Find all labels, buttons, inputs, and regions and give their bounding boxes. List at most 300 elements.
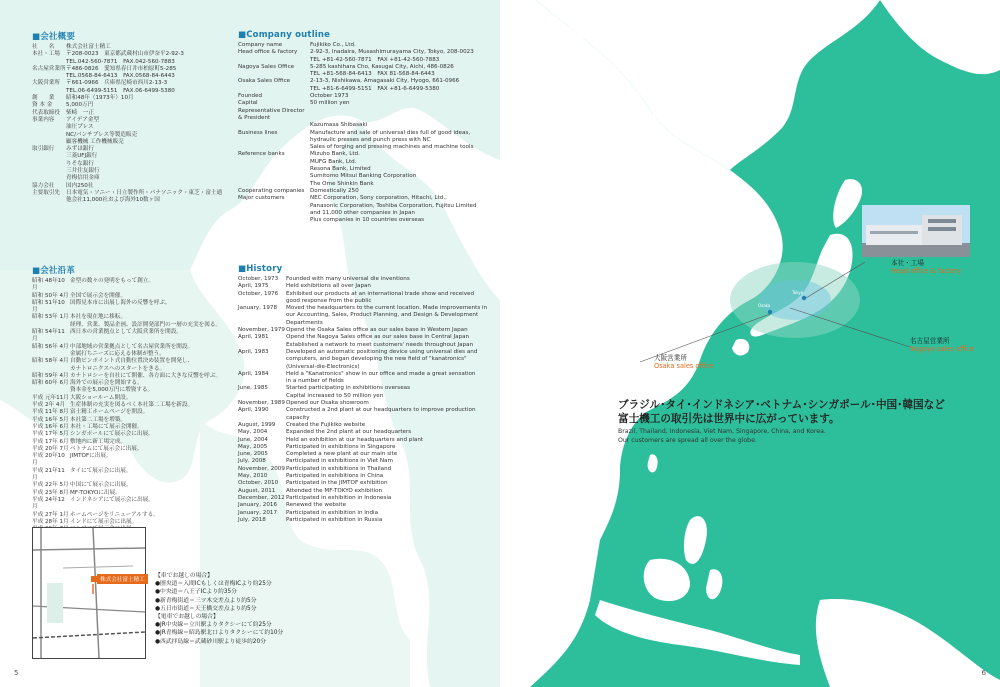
history-en-row-label: December, 2012 xyxy=(238,494,285,501)
outline-en-row-label xyxy=(238,71,310,78)
history-jp-row xyxy=(32,497,232,512)
history-en-row xyxy=(238,437,493,444)
outline-en-row xyxy=(238,217,488,224)
outline-en-row xyxy=(238,144,488,151)
history-en-row-label: October, 1976 xyxy=(238,290,279,297)
history-jp-row-value: MF-TOKYOに出展。 xyxy=(70,489,121,496)
history-en-row-label: August, 1999 xyxy=(238,421,276,428)
history-en-row-label: April, 1981 xyxy=(238,334,269,341)
history-jp-row-value: カナトロシーを自社にて開催、各方面に大きな反響を呼ぶ。 xyxy=(70,372,222,379)
outline-jp-row-label: 本社・工場 xyxy=(32,51,60,58)
outline-jp-row xyxy=(32,197,212,204)
outline-jp-row-label xyxy=(32,153,66,160)
history-en-row-label: November, 1979 xyxy=(238,327,285,334)
outline-jp-row-label: 協力会社 xyxy=(32,182,55,189)
history-jp-row-label: 平成 20年10月 xyxy=(32,453,65,467)
outline-jp-row xyxy=(32,95,212,102)
outline-jp-row xyxy=(32,66,212,73)
history-en-row-label: July, 2018 xyxy=(238,516,266,523)
company-outline-en xyxy=(238,30,488,224)
history-en-row-label: May, 2004 xyxy=(238,429,268,436)
outline-en-row xyxy=(238,210,488,217)
history-en-row-label: January, 2016 xyxy=(238,502,277,509)
history-en-row xyxy=(238,291,493,298)
history-jp-row xyxy=(32,395,232,402)
history-jp-row xyxy=(32,293,232,300)
outline-jp-row-value: 青梅信用金庫 xyxy=(66,175,100,182)
history-en-row-label: April, 1975 xyxy=(238,283,269,290)
history-en-row xyxy=(238,473,493,480)
history-jp-row-label: 昭和 54年11月 xyxy=(32,329,65,343)
company-outline-en-rows xyxy=(238,42,488,224)
history-en-row-value: computers, and began developing the new field of "kanatronics" xyxy=(286,356,467,363)
nagoya-label-jp: 名古屋営業所 xyxy=(910,337,950,345)
access-line: 【車でお越しの場合】 xyxy=(155,573,213,579)
history-en-row xyxy=(238,393,493,400)
outline-jp-row-value: TEL.06-6499-5151 FAX.06-6499-5380 xyxy=(66,87,175,94)
access-line: ●JR中央線＝立川駅よりタクシーにて約25分 xyxy=(155,622,272,629)
outline-jp-row-value: 昭和48年（1973年）10月 xyxy=(66,95,134,102)
access-directions xyxy=(155,572,283,646)
access-map-drawing xyxy=(33,528,145,658)
history-en-row-label xyxy=(238,364,286,371)
outline-en-row xyxy=(238,166,488,173)
map-osaka-marker-label: Osaka xyxy=(758,303,771,308)
history-jp-row-value: 中部地域の営業拠点として名古屋営業所を開設。 xyxy=(70,343,194,350)
head-office-label xyxy=(891,259,961,275)
history-en-row xyxy=(238,502,493,509)
outline-jp-row xyxy=(32,110,212,117)
outline-en-row xyxy=(238,181,488,188)
outline-jp-row-label: 社 名 xyxy=(32,44,55,50)
history-en-row-value: Founded with many universal die inventions xyxy=(286,276,410,282)
history-en-row-value: Completed a new plant at our main site xyxy=(286,451,398,458)
history-jp-row-value: インドネシアにて展示会に出展。 xyxy=(70,496,154,503)
history-en-row-label xyxy=(238,342,286,349)
outline-en-row-value: October 1973 xyxy=(310,93,349,100)
history-jp-row-value: 金型の数々の発明をもって創立。 xyxy=(70,278,154,284)
history-en-row xyxy=(238,466,493,473)
outline-en-row xyxy=(238,203,488,210)
outline-jp-row-value: 〒486-0826 愛知県春日井市柏原町5-285 xyxy=(66,65,177,72)
history-en-row-label: June, 1985 xyxy=(238,385,268,392)
outline-en-row-value: Fujikiko Co., Ltd. xyxy=(310,42,356,48)
right-subtitle-line-2: in the metal processing industry. xyxy=(522,128,731,141)
history-en-row-value: Attended the MF-TOKYO exhibition xyxy=(286,487,383,494)
outline-en-row-value: 2-92-3, Inadaira, Musashimurayama City, Tokyo, 208-0023 xyxy=(310,49,474,56)
history-jp-row-label: 平成 17年 5月 xyxy=(32,431,69,438)
outline-jp-row xyxy=(32,51,212,58)
history-jp-row-value: タイにて展示会に出展。 xyxy=(70,467,132,474)
history-jp-row-label: 昭和 58年 4月 xyxy=(32,358,69,365)
outline-en-row-value: TEL +81-6-6499-5151 FAX +81-6-6499-5380 xyxy=(310,85,440,92)
outline-en-row-value: Resona Bank, Limited xyxy=(310,166,371,173)
history-en-row-label: October, 2010 xyxy=(238,480,279,487)
company-outline-jp xyxy=(32,30,223,205)
history-jp-row-label: 平成 2年 4月 xyxy=(32,402,66,409)
history-en-row xyxy=(238,480,493,487)
outline-en-row xyxy=(238,137,488,144)
outline-jp-row-label xyxy=(32,197,66,204)
company-outline-jp-title: ■会社概要 xyxy=(32,32,76,42)
history-en-row xyxy=(238,429,493,436)
history-en-row-value: Held a "Kanatronics" show in our office and made a great sensation xyxy=(286,370,476,377)
head-office-photo xyxy=(862,205,970,257)
history-en-row xyxy=(238,305,493,312)
access-map xyxy=(32,527,146,659)
history-jp-row xyxy=(32,490,232,497)
history-jp-row-label: 昭和 48年10月 xyxy=(32,278,65,292)
outline-en-row-label xyxy=(238,203,310,210)
history-jp-row-value: 本社・工場にて展示会開催。 xyxy=(70,423,143,430)
history-en-row-value: Opend the Nagoya Sales office as our sales base in Central Japan xyxy=(286,334,470,341)
history-en-row xyxy=(238,407,493,414)
nagoya-label xyxy=(910,337,974,353)
history-jp-row xyxy=(32,300,232,315)
history-en-row xyxy=(238,283,493,290)
history-en-row xyxy=(238,356,493,363)
history-en-row-value: Participated in exhibitions in Viet Nam xyxy=(286,458,393,465)
outline-en-row-value: Panasonic Corporation, Toshiba Corporation, Fujitsu Limited xyxy=(310,202,477,209)
history-en-row xyxy=(238,400,493,407)
outline-jp-row-value: 5,000万円 xyxy=(66,102,94,109)
outline-jp-row xyxy=(32,80,212,87)
outline-jp-row xyxy=(32,153,212,160)
history-en-row-label: August, 2011 xyxy=(238,487,276,494)
page-number-left: 5 xyxy=(14,669,19,677)
outline-jp-row-value: 日本電気・ソニー・日立製作所・パナソニック・東芝・富士通 xyxy=(66,189,223,196)
outline-en-row xyxy=(238,159,488,166)
history-jp-row-label: 昭和 51年10月 xyxy=(32,299,65,314)
head-office-label-en: Head office & factory xyxy=(891,267,961,275)
history-en-row-value: Participated in the JIMTOF exhibition xyxy=(286,480,388,487)
history-jp-row-value: 生産体制の充実を図るべく本社第二工場を新設。 xyxy=(70,402,194,409)
history-en-row-label xyxy=(238,320,286,327)
outline-jp-row xyxy=(32,59,212,66)
history-en-row-label: October, 1973 xyxy=(238,276,279,282)
countries-jp-line-2: 富士機工の取引先は世界中に広がっています。 xyxy=(618,413,840,425)
outline-jp-row xyxy=(32,88,212,95)
history-jp-row-label: 昭和 56年 4月 xyxy=(32,343,69,350)
outline-en-row xyxy=(238,188,488,195)
history-jp-row-value: 海外での展示会を開始する。 xyxy=(70,380,143,387)
history-jp-row-label: 平成 17年 6月 xyxy=(32,438,69,445)
access-map-label: 株式会社富士精工 xyxy=(97,574,148,584)
history-jp-title: ■会社沿革 xyxy=(32,266,76,276)
access-line: ●五日市街道＝天王橋交差点より約5分 xyxy=(155,605,257,612)
outline-en-row-value: 2-13-3, Nishikawa, Amagasaki City, Hyogo, 661-0966 xyxy=(310,78,460,85)
outline-jp-row-value: 油圧プレス xyxy=(66,124,94,131)
history-jp-row-value: 富士精工ホームページを開設。 xyxy=(70,409,149,416)
outline-en-row-label: Cooperating companies xyxy=(238,187,305,194)
history-jp-rows xyxy=(32,278,232,533)
history-jp-row-value: 西日本の営業拠点として大阪営業所を開設。 xyxy=(70,329,182,336)
outline-en-row xyxy=(238,122,488,129)
history-jp-row xyxy=(32,439,232,446)
nagoya-label-en: Nagoya sales office xyxy=(910,345,975,353)
outline-jp-row-value: 〒208-0023 東京都武蔵村山市伊奈平2-92-3 xyxy=(66,51,184,58)
outline-en-row-value: hydraulic presses and punch press with NC xyxy=(310,136,431,143)
history-jp-row xyxy=(32,453,232,468)
outline-jp-row-label xyxy=(32,88,66,95)
history-jp-row-label: 平成 11年 8月 xyxy=(32,409,69,416)
history-jp-row-value: カナトロニクスへのスタートをきる。 xyxy=(70,365,166,372)
history-jp-row xyxy=(32,314,232,321)
head-office-label-jp: 本社・工場 xyxy=(891,259,924,267)
outline-en-row-value xyxy=(310,108,488,123)
history-en-row xyxy=(238,371,493,378)
outline-en-row-label xyxy=(238,217,310,224)
outline-jp-row-value: 三菱UFJ銀行 xyxy=(66,153,98,160)
outline-en-row-label: Nagoya Sales Office xyxy=(238,63,295,70)
right-page xyxy=(500,0,1000,687)
history-en-row-label xyxy=(238,312,286,319)
history-en-row-label: January, 1978 xyxy=(238,305,277,312)
history-jp-row-label xyxy=(32,366,70,373)
history-en-row-label: April, 1983 xyxy=(238,348,269,355)
osaka-label-jp: 大阪営業所 xyxy=(654,354,687,362)
right-title-line-2: お客様との信頼の xyxy=(522,52,690,76)
history-en-row xyxy=(238,364,493,371)
history-en-row-value: Established a network to meet customers' needs throughout Japan xyxy=(286,341,474,348)
outline-en-row-value: and 11,000 other companies in Japan xyxy=(310,209,415,216)
outline-jp-row-label: 代表取締役 xyxy=(32,109,60,116)
access-line: 【電車でお越しの場合】 xyxy=(155,614,219,621)
right-subtitle-line-1: Reliable network with customers xyxy=(522,113,730,126)
history-jp-row-label: 平成 元年11月 xyxy=(32,394,69,401)
history-jp-row-label: 平成 24年12月 xyxy=(32,496,65,511)
access-line: ●圏央道＝入間ICもしくは青梅ICより約25分 xyxy=(155,581,272,588)
history-en-row-label: April, 1984 xyxy=(238,370,269,377)
history-en-row xyxy=(238,451,493,458)
outline-jp-row-value: NC/パンチプレス等製造販売 xyxy=(66,131,138,138)
outline-en-row-label: Company name xyxy=(238,42,283,48)
history-jp-row-label: 平成 20年 7月 xyxy=(32,445,69,452)
history-en-row xyxy=(238,320,493,327)
history-en-row xyxy=(238,488,493,495)
outline-jp-row-value: 他会社11,000社および海外10数ヶ国 xyxy=(66,197,160,204)
history-jp-row-label xyxy=(32,387,70,394)
outline-en-row-label: Osaka Sales Office xyxy=(238,78,291,85)
history-jp-row-value: ホームページをリニューアルする。 xyxy=(70,511,159,518)
outline-jp-row-value: みずほ銀行 xyxy=(66,146,94,153)
history-en-row-label xyxy=(238,393,286,400)
outline-jp-row-label xyxy=(32,175,66,182)
outline-jp-row xyxy=(32,117,212,124)
outline-jp-row-value: 国内250社 xyxy=(66,182,94,189)
customer-countries xyxy=(618,398,988,445)
outline-jp-row-value: 顧客機械 工作機械販売 xyxy=(66,138,124,145)
history-en-row-value: Expanded the 2nd plant at our headquarters xyxy=(286,429,412,436)
outline-jp-row-value: 柴崎 一正 xyxy=(66,109,94,116)
outline-en-row-label: Major customers xyxy=(238,195,285,202)
outline-en-row xyxy=(238,86,488,93)
history-en-row-value: Opend the Osaka Sales office as our sales base in Western Japan xyxy=(286,327,468,334)
history-jp xyxy=(32,264,232,533)
history-jp-row-value: 大阪ショールーム開設。 xyxy=(70,394,132,401)
history-en-row xyxy=(238,349,493,356)
outline-jp-row xyxy=(32,132,212,139)
outline-jp-row-value: りそな銀行 xyxy=(66,160,94,167)
right-title-line-1: 国内外の金属加工業の xyxy=(522,25,732,49)
history-en-row-label xyxy=(238,415,286,422)
history-en-row-value: Created the Fujikiko website xyxy=(286,421,366,428)
history-en-row-value: Started participating in exhibitions overseas xyxy=(286,385,411,392)
outline-en-row-label xyxy=(238,122,310,129)
outline-en-row-value: TEL +81-42-560-7871 FAX +81-42-560-7883 xyxy=(310,56,440,63)
outline-en-row-value: Mizuho Bank, Ltd. xyxy=(310,151,360,158)
history-en-row-label: June, 2005 xyxy=(238,451,268,458)
history-en-row-value: Held an exhibition at our headquarters and plant xyxy=(286,436,424,443)
outline-en-row-label: Reference banks xyxy=(238,151,285,158)
history-en-rows xyxy=(238,276,493,524)
history-en-row xyxy=(238,495,493,502)
outline-en-row-label: Capital xyxy=(238,100,258,107)
history-en-row-label: May, 2005 xyxy=(238,443,268,450)
history-jp-row-value: 中国にて展示会に出展。 xyxy=(70,482,132,489)
history-jp-row xyxy=(32,329,232,344)
history-jp-row xyxy=(32,519,232,526)
history-en-row-value: good response from the public xyxy=(286,297,372,304)
history-en-row-value: Participated in exhibitions in Singapore xyxy=(286,443,396,450)
outline-en-row xyxy=(238,93,488,100)
outline-jp-row-value: TEL.042-560-7871 FAX.042-560-7883 xyxy=(66,58,175,65)
countries-en-line-2: Our customers are spread all over the globe. xyxy=(618,436,757,444)
history-jp-row xyxy=(32,409,232,416)
outline-en-row-label xyxy=(238,57,310,64)
osaka-label-en: Osaka sales office xyxy=(654,362,714,370)
outline-en-row-label: Head office & factory xyxy=(238,49,298,56)
history-en-row xyxy=(238,378,493,385)
history-jp-row-label: 平成 16年 6月 xyxy=(32,423,69,430)
outline-jp-row-label: 名古屋営業所 xyxy=(32,65,66,72)
access-line: ●西武拝島線＝武蔵砂川駅より徒歩約20分 xyxy=(155,638,266,645)
history-jp-row-value: 敷地内に新工場完成。 xyxy=(70,438,126,445)
history-en-row xyxy=(238,444,493,451)
outline-en-row xyxy=(238,108,488,123)
history-en-row-label: May, 2010 xyxy=(238,473,268,480)
outline-en-row xyxy=(238,195,488,202)
access-line: ●中央道＝八王子ICより約35分 xyxy=(155,589,237,596)
outline-jp-row-label: 大阪営業所 xyxy=(32,80,60,87)
outline-en-row-label: Business lines xyxy=(238,129,278,136)
page-number-right: 6 xyxy=(981,669,986,677)
outline-en-row-value: Kazumasa Shibasaki xyxy=(310,122,368,129)
outline-en-row xyxy=(238,130,488,137)
history-en-row xyxy=(238,517,493,524)
map-tokyo-marker-label: Tokyo xyxy=(792,290,804,295)
history-en-row-label: January, 2017 xyxy=(238,509,277,516)
history-jp-row-value: インドにて展示会に出展。 xyxy=(70,518,138,525)
access-line: ●新青梅街道＝三ツ木交差点より約5分 xyxy=(155,597,257,604)
outline-en-row-value: NEC Corporation, Sony corporation, Hitachi, Ltd., xyxy=(310,195,447,202)
history-en-row-value: Participated in exhibition in India xyxy=(286,509,379,516)
outline-en-row-value: The Ome Shinkin Bank xyxy=(310,180,374,187)
history-jp-row-value: 国際見本市に出展し海外の反響を呼ぶ。 xyxy=(70,299,171,306)
history-en-row xyxy=(238,334,493,341)
history-en-row-label: July, 2008 xyxy=(238,458,266,465)
outline-jp-row-label xyxy=(32,59,66,66)
company-outline-en-title: ■Company outline xyxy=(238,30,331,40)
history-en-row-value: Participated in exhibition in Russia xyxy=(286,516,383,523)
outline-en-row-label xyxy=(238,137,310,144)
history-en-row-value: in a number of fields xyxy=(286,378,344,385)
outline-jp-row xyxy=(32,124,212,131)
history-en-row-value: (Universal-die-Electronics) xyxy=(286,363,360,370)
history-jp-row-value: JIMTOFに出展。 xyxy=(70,453,112,460)
history-en-row-value: our Accounting, Sales, Product Planning, and Design & Development xyxy=(286,312,479,319)
history-jp-row xyxy=(32,322,232,329)
outline-jp-row-label xyxy=(32,132,66,139)
outline-en-row-label xyxy=(238,166,310,173)
history-jp-row-label: 平成 28年 1月 xyxy=(32,518,69,525)
outline-en-row-value: Sumitomo Mitsui Banking Corporation xyxy=(310,173,417,180)
outline-en-row-label xyxy=(238,181,310,188)
outline-en-row xyxy=(238,151,488,158)
history-en-row-label: November, 1989 xyxy=(238,400,285,407)
outline-en-row-value: Plus companies in 10 countries overseas xyxy=(310,217,425,224)
history-en-row xyxy=(238,415,493,422)
outline-en-row-label xyxy=(238,144,310,151)
outline-en-row-value: Domestically 250 xyxy=(310,187,359,194)
history-jp-row xyxy=(32,366,232,373)
countries-en-line-1: Brazil, Thailand, Indonesia, Viet Nam, Singapore, China, and Korea. xyxy=(618,428,826,435)
outline-jp-row xyxy=(32,168,212,175)
outline-en-row-value: TEL +81-568-84-6413 FAX 81-568-84-6443 xyxy=(310,71,435,78)
history-jp-row-value: ベトナムにて展示会に出展。 xyxy=(70,445,143,452)
outline-en-row-value: MUFG Bank, Ltd. xyxy=(310,158,357,165)
outline-jp-row-label xyxy=(32,161,66,168)
company-outline-jp-rows xyxy=(32,44,223,205)
history-en-row-label: June, 2004 xyxy=(238,436,268,443)
outline-en-row xyxy=(238,71,488,78)
history-en-row xyxy=(238,298,493,305)
history-jp-row-value: 本社第二工場を増築。 xyxy=(70,416,126,423)
history-jp-row-label: 平成 21年11月 xyxy=(32,467,65,482)
history-en-row-label xyxy=(238,378,286,385)
countries-jp-line-1: ブラジル･タイ･インドネシア･ベトナム･シンガポール･中国･韓国など xyxy=(618,399,945,411)
history-jp-row-label: 平成 16年 5月 xyxy=(32,416,69,423)
history-jp-row xyxy=(32,358,232,365)
outline-jp-row-label xyxy=(32,124,66,131)
history-jp-row xyxy=(32,344,232,351)
history-en-row xyxy=(238,276,493,283)
countries-en xyxy=(618,428,988,445)
history-jp-row-label xyxy=(32,322,70,329)
history-jp-row xyxy=(32,387,232,394)
history-en-row xyxy=(238,327,493,334)
history-en-row-label xyxy=(238,356,286,363)
history-jp-row xyxy=(32,431,232,438)
history-en-row-value: capacity xyxy=(286,414,310,421)
history-jp-row-label: 平成 27年 1月 xyxy=(32,511,69,518)
history-jp-row-value: 全国で展示会を開催。 xyxy=(70,292,126,299)
history-jp-row-value: 金属打ちニーズに応える体制が整う。 xyxy=(70,350,165,357)
history-en-row-value: Opened our Osaka showroom xyxy=(286,400,369,407)
history-jp-row-label: 平成 23年 8月 xyxy=(32,489,69,496)
outline-en-row-value: 5-285 kashihara Cho, Kasugai City, Aichi, 486-0826 xyxy=(310,63,454,70)
history-en-row-value: Developed an automatic positioning device using universal dies and xyxy=(286,348,478,355)
outline-jp-row-label: 事業内容 xyxy=(32,116,55,123)
outline-jp-row xyxy=(32,161,212,168)
history-en-title: ■History xyxy=(238,264,283,274)
outline-en-row-label: Founded xyxy=(238,93,263,100)
history-jp-row-label: 平成 22年 5月 xyxy=(32,482,69,489)
outline-jp-row-value: 三井住友銀行 xyxy=(66,168,100,175)
outline-jp-row-value: TEL.0568-84-6413 FAX.0568-84-6443 xyxy=(66,73,175,80)
history-en-row xyxy=(238,458,493,465)
history-en-row-label xyxy=(238,298,286,305)
